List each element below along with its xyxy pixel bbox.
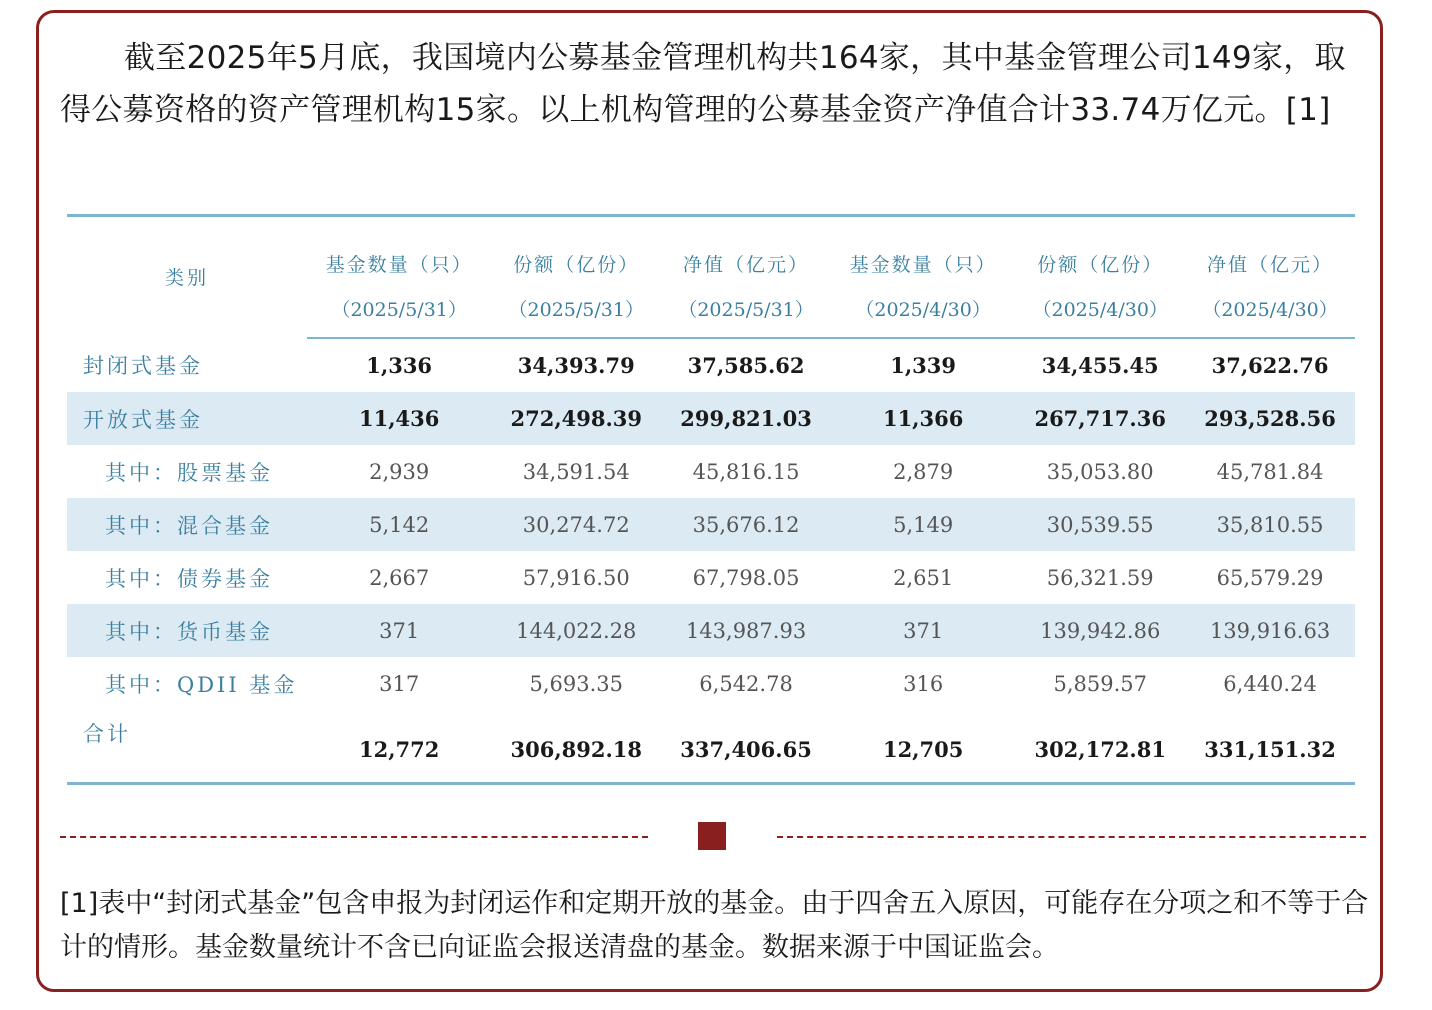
row-label: 封闭式基金 (83, 354, 203, 378)
table-cell: 56,321.59 (1046, 565, 1154, 590)
table-cell: 2,939 (369, 459, 430, 484)
table-cell: 35,676.12 (661, 498, 831, 551)
table-cell: 267,717.36 (1015, 392, 1185, 445)
table-cell: 5,693.35 (529, 671, 623, 696)
column-date: （2025/4/30） (1015, 279, 1185, 338)
column-date: （2025/4/30） (831, 279, 1015, 338)
table-cell: 30,274.72 (491, 498, 661, 551)
table-cell: 45,816.15 (692, 459, 800, 484)
row-label: 其中：债券基金 (105, 566, 273, 591)
footnote (60, 882, 1370, 970)
table-cell: 302,172.81 (1015, 710, 1185, 784)
row-label: 其中：货币基金 (67, 604, 307, 657)
table-cell: 2,879 (893, 459, 954, 484)
table-row (67, 392, 1355, 445)
table-cell: 65,579.29 (1216, 565, 1324, 590)
row-label: 其中：混合基金 (67, 498, 307, 551)
table-cell: 144,022.28 (491, 604, 661, 657)
row-label: 合计 (67, 710, 307, 784)
table-cell: 12,772 (307, 710, 491, 784)
table-row (67, 498, 1355, 551)
table-cell: 272,498.39 (491, 392, 661, 445)
table-row (67, 551, 1355, 604)
table-cell: 57,916.50 (522, 565, 630, 590)
column-header: 份额（亿份） (1015, 216, 1185, 280)
footnote-text: [1]表中“封闭式基金”包含申报为封闭运作和定期开放的基金。由于四舍五入原因，可能存在分项之和不等于合计的情形。基金数量统计不含已向证监会报送清盘的基金。数据来源于中国证监会。 (60, 888, 1369, 963)
table-cell: 306,892.18 (491, 710, 661, 784)
intro-text: 截至2025年5月底，我国境内公募基金管理机构共164家，其中基金管理公司149家，取得公募资格的资产管理机构15家。以上机构管理的公募基金资产净值合计33.74万亿元。[1] (60, 40, 1346, 128)
table-cell: 35,053.80 (1046, 459, 1154, 484)
row-label: 开放式基金 (67, 392, 307, 445)
table-row (67, 657, 1355, 710)
table-row (67, 338, 1355, 392)
table-cell: 34,455.45 (1041, 353, 1159, 378)
intro-paragraph (60, 32, 1370, 136)
table-cell: 2,667 (369, 565, 430, 590)
table-cell: 11,366 (831, 392, 1015, 445)
table-row (67, 604, 1355, 657)
table-cell: 1,339 (890, 353, 957, 378)
column-date: （2025/5/31） (491, 279, 661, 338)
table-cell: 6,542.78 (699, 671, 793, 696)
table-cell: 293,528.56 (1185, 392, 1355, 445)
column-header: 基金数量（只） (307, 216, 491, 280)
table-cell: 371 (831, 604, 1015, 657)
table-cell: 34,591.54 (522, 459, 630, 484)
table-cell: 6,440.24 (1223, 671, 1317, 696)
dashed-rule-right (777, 836, 1366, 838)
table-cell: 337,406.65 (661, 710, 831, 784)
fund-statistics-table (67, 214, 1355, 785)
table-row (67, 445, 1355, 498)
column-header: 净值（亿元） (1185, 216, 1355, 280)
table-cell: 139,942.86 (1015, 604, 1185, 657)
table-cell: 5,142 (307, 498, 491, 551)
column-header: 净值（亿元） (661, 216, 831, 280)
category-header: 类别 (67, 216, 307, 339)
table-cell: 299,821.03 (661, 392, 831, 445)
row-label: 其中：股票基金 (105, 460, 273, 485)
table-total-row (67, 710, 1355, 784)
table-cell: 30,539.55 (1015, 498, 1185, 551)
table-cell: 2,651 (893, 565, 954, 590)
column-date: （2025/5/31） (661, 279, 831, 338)
column-header: 份额（亿份） (491, 216, 661, 280)
table-cell: 34,393.79 (517, 353, 635, 378)
table-cell: 37,585.62 (687, 353, 805, 378)
dashed-rule-left (60, 836, 648, 838)
square-ornament-icon (698, 822, 726, 850)
table-cell: 371 (307, 604, 491, 657)
table-cell: 37,622.76 (1211, 353, 1329, 378)
table-cell: 12,705 (831, 710, 1015, 784)
table-cell: 1,336 (366, 353, 433, 378)
row-label: 其中：QDII 基金 (105, 672, 298, 697)
table-cell: 35,810.55 (1185, 498, 1355, 551)
table-cell: 67,798.05 (692, 565, 800, 590)
table-cell: 5,149 (831, 498, 1015, 551)
column-date: （2025/4/30） (1185, 279, 1355, 338)
table-cell: 45,781.84 (1216, 459, 1324, 484)
table-cell: 331,151.32 (1185, 710, 1355, 784)
table-cell: 316 (903, 671, 944, 696)
table-cell: 11,436 (307, 392, 491, 445)
table-cell: 317 (379, 671, 420, 696)
column-date: （2025/5/31） (307, 279, 491, 338)
column-header: 基金数量（只） (831, 216, 1015, 280)
table-cell: 139,916.63 (1185, 604, 1355, 657)
table-cell: 143,987.93 (661, 604, 831, 657)
section-divider (60, 822, 1366, 852)
table-cell: 5,859.57 (1053, 671, 1147, 696)
